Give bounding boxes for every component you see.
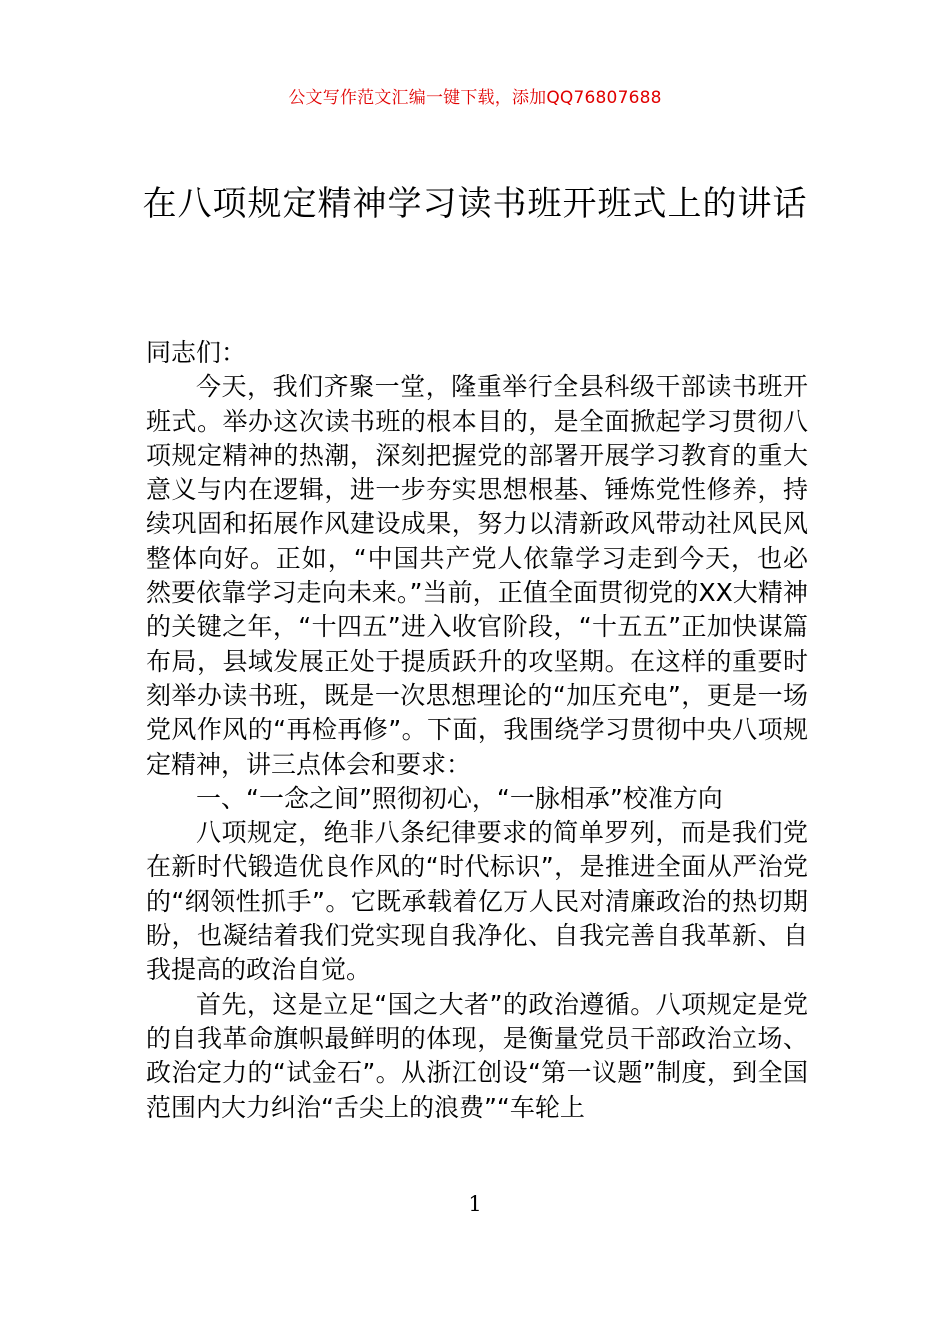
page-number: 1 xyxy=(468,1192,482,1216)
header-download-note: 公文写作范文汇编一键下载，添加QQ76807688 xyxy=(288,88,662,108)
document-body xyxy=(146,336,808,1125)
document-title: 在八项规定精神学习读书班开班式上的讲话 xyxy=(142,184,808,224)
paragraph-first-point: 首先，这是立足“国之大者”的政治遵循。八项规定是党的自我革命旗帜最鲜明的体现，是衡量党员干部政治立场、政治定力的“试金石”。从浙江创设“第一议题”制度，到全国范围内大力纠治“舌尖上的浪费”“车轮上 xyxy=(146,989,808,1122)
paragraph-eight-rules: 八项规定，绝非八条纪律要求的简单罗列，而是我们党在新时代锻造优良作风的“时代标识”，是推进全面从严治党的“纲领性抓手”。它既承载着亿万人民对清廉政治的热切期盼，也凝结着我们党实现自我净化、自我完善自我革新、自我提高的政治自觉。 xyxy=(146,818,808,985)
section-heading-1: 一、“一念之间”照彻初心，“一脉相承”校准方向 xyxy=(196,783,723,813)
paragraph-intro: 今天，我们齐聚一堂，隆重举行全县科级干部读书班开班式。举办这次读书班的根本目的，是全面掀起学习贯彻八项规定精神的热潮，深刻把握党的部署开展学习教育的重大意义与内在逻辑，进一步夯实思想根基、锤炼党性修养，持续巩固和拓展作风建设成果，努力以清新政风带动社风民风整体向好。正如，“中国共产党人依靠学习走到今天，也必然要依靠学习走向未来。”当前，正值全面贯彻党的XX大精神的关键之年，“十四五”进入收官阶段，“十五五”正加快谋篇布局，县域发展正处于提质跃升的攻坚期。在这样的重要时刻举办读书班，既是一次思想理论的“加压充电”，更是一场党风作风的“再检再修”。下面，我围绕学习贯彻中央八项规定精神，讲三点体会和要求： xyxy=(146,372,808,779)
salutation: 同志们： xyxy=(146,338,247,367)
